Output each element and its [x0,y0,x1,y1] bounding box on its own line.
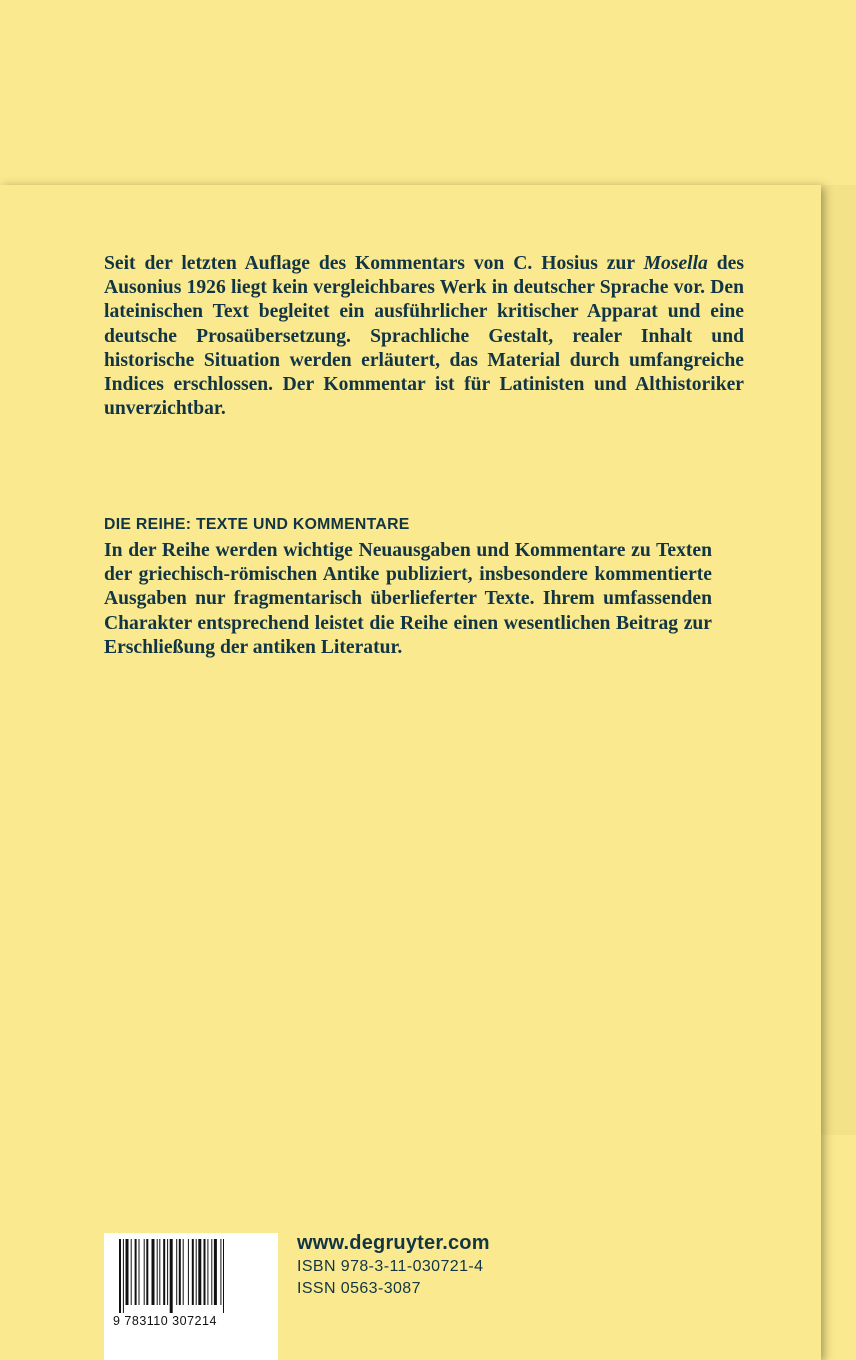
barcode-bar [192,1239,194,1305]
barcode-bar [163,1239,165,1305]
barcode-number: 9 783110 307214 [113,1314,217,1328]
isbn-number: ISBN 978-3-11-030721-4 [297,1258,484,1275]
barcode-bar [196,1239,197,1305]
book-description [104,252,744,421]
work-title: Mosella [643,253,708,274]
barcode-bar [214,1239,217,1305]
series-description: In der Reihe werden wichtige Neuausgaben und Kommentare zu Texten der griechisch-römischen Antike publiziert, insbesondere kommentierte Ausgaben nur fragmentarisch überlieferter Texte. Ihrem umfassenden Charakter entsprechend leistet die Reihe einen wesentlichen Beitrag zur Erschließung der antiken Literatur. [104,540,712,658]
barcode [104,1233,278,1360]
barcode-bar [211,1239,212,1305]
barcode-bar [176,1239,177,1305]
barcode-bar [198,1239,201,1305]
barcode-bar [204,1239,206,1305]
publisher-info [297,1230,490,1300]
barcode-bar [146,1239,148,1305]
description-part-1: Seit der letzten Auflage des Kommentars von C. Hosius zur [104,253,644,274]
barcode-bars [113,1239,271,1313]
publisher-website-link[interactable]: www.degruyter.com [297,1232,490,1254]
background-sheet-top [0,0,856,185]
barcode-bar [139,1239,140,1305]
barcode-bar [159,1239,160,1305]
issn-number: ISSN 0563-3087 [297,1280,421,1297]
barcode-bar [183,1239,184,1305]
barcode-bar [167,1239,168,1305]
barcode-bar [223,1239,224,1313]
barcode-bar [131,1239,132,1305]
series-heading: DIE REIHE: TEXTE UND KOMMENTARE [104,516,410,533]
barcode-bar [207,1239,208,1305]
barcode-bar [126,1239,129,1305]
barcode-bar [152,1239,155,1305]
barcode-bar [119,1239,121,1313]
background-sheet-edge [821,185,856,1135]
barcode-bar [220,1239,221,1305]
barcode-bar [144,1239,145,1305]
barcode-bar [179,1239,181,1305]
description-part-2: des Ausonius 1926 liegt kein vergleichbares Werk in deutscher Sprache vor. Den lateinischen Text begleitet ein ausführlicher kritischer Apparat und eine deutsche Prosaübersetzung. Sprachliche Gestalt, realer Inhalt und historische Situation werden erläutert, das Material durch umfangreiche Indices erschlossen. Der Kommentar ist für Latinisten und Althistoriker unverzichtbar. [104,253,744,420]
barcode-bar [123,1239,124,1313]
barcode-bar [170,1239,173,1313]
barcode-bar [135,1239,137,1305]
barcode-bar [157,1239,158,1305]
barcode-bar [188,1239,189,1305]
